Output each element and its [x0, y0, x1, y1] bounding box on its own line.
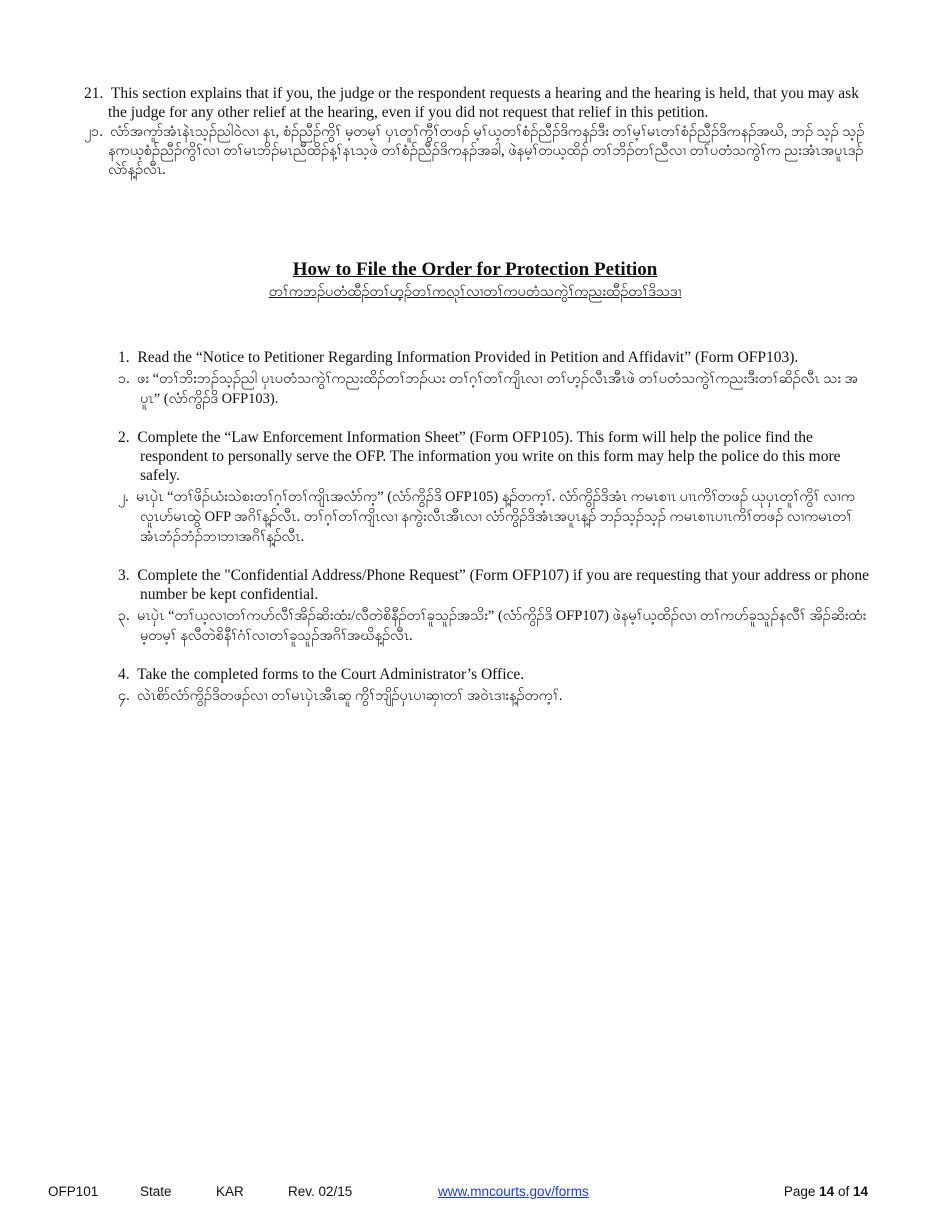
step-number: 3. [118, 567, 130, 584]
footer-form-id: OFP101 [48, 1184, 99, 1199]
footer-language: KAR [216, 1184, 244, 1199]
item-number: 21. [84, 85, 104, 102]
page-of: of [837, 1184, 850, 1199]
step-text: မၤပှဲၤ “တၢ်ယ့လၢတၢ်ကဟ်လီၢ်အိၣ်ဆိးထံး/လီတဲစိနီၣ်တၢ်ခူသူၣ်အသိး” (လံာ်ကွိၣ်ဒိ OFP107) ဖဲနမ့ၢ်ယ့ထိၣ်လၢ တၢ်ကဟ်ခူသူၣ်နလီၢ် အိၣ်ဆိးထံး မ့တမ့ၢ် နလီတဲစိနီၢ်ဂံၢ်လၢတၢ်ခူသူၣ်အဂိၢ်အဃိန့ၣ်လီၤ. [137, 608, 867, 644]
steps-list [118, 348, 870, 725]
step-text: ဖး “တၢ်ဘိးဘၣ်သ့ၣ်ညါ ပှၤပတံသကွဲၢ်ကညးထိၣ်တၢ်ဘၣ်ယး တၢ်ဂ့ၢ်တၢ်ကျိၤလၢ တၢ်ဟ့ၣ်လီၤအီၤဖဲ တၢ်ပတံသကွဲၢ်ကညးဒီးတၢ်ဆိၣ်လီၤ သး အပူၤ” (လံာ်ကွိၣ်ဒိ OFP103). [137, 371, 858, 407]
item-text: This section explains that if you, the judge or the respondent requests a hearing and the hearing is held, that you may ask the judge for any other relief at the hearing, even if you did not request that relief in this petition. [108, 85, 859, 121]
heading-english: How to File the Order for Protection Petition [292, 259, 658, 280]
step-text: Take the completed forms to the Court Administrator’s Office. [137, 666, 525, 683]
step-item [118, 665, 870, 706]
step-english [118, 428, 870, 485]
step-english [118, 665, 870, 684]
heading-karen: တၢ်ကဘၣ်ပတံထီၣ်တၢ်ဟ့ၣ်တၢ်ကလုၢ်လၢတၢ်ကပတံသကွဲၢ်ကညးထီၣ်တၢ်ဒိသဒၢ [268, 284, 682, 300]
item-21 [84, 84, 874, 180]
page-current: 14 [819, 1184, 835, 1199]
page-footer [48, 1184, 868, 1204]
step-english [118, 348, 870, 367]
step-text: လဲၤစိာ်လံာ်ကွိၣ်ဒိတဖၣ်လၢ တၢ်မၤပှဲၤအီၤဆူ ကွိၢ်ဘျိၣ်ပှၤပၢဆှၢတၢ် အဝဲၤဒၢးန့ၣ်တက့ၢ်. [137, 688, 563, 704]
item-number: ၂၁. [84, 124, 103, 140]
step-number: ၂. [118, 489, 129, 505]
step-karen [118, 606, 870, 646]
step-item [118, 566, 870, 646]
section-heading [0, 258, 950, 302]
step-number: ၄. [118, 688, 130, 704]
step-item [118, 348, 870, 409]
page-total: 14 [852, 1184, 868, 1199]
item-21-karen [84, 123, 874, 180]
step-text: Complete the "Confidential Address/Phone Request” (Form OFP107) if you are requesting that your address or phone number be kept confidential. [137, 567, 870, 603]
step-text: Read the “Notice to Petitioner Regarding Information Provided in Petition and Affidavit” (Form OFP103). [137, 349, 799, 366]
step-text: မၤပှဲၤ “တၢ်ဖိၣ်ယံးသဲစးတၢ်ဂ့ၢ်တၢ်ကျိၤအလံာ်က့” (လံာ်ကွိၣ်ဒိ OFP105) န့ၣ်တက့ၢ်. လံာ်ကွိၣ်ဒိအံၤ ကမၤစၢၤ ပၢၤကိၢ်တဖၣ် ယုပှၤတူၢ်ကွိၢ် လၢကလူၤဟ်မၤထွဲ OFP အဂိၢ်န့ၣ်လီၤ. တၢ်ဂ့ၢ်တၢ်ကျိၤလၢ နကွဲးလီၤအီၤလၢ လံာ်ကွိၣ်ဒိအံၤအပူၤန့ၣ် ဘၣ်သ့ၣ်သ့ၣ် ကမၤစၢၤပၢၤကိၢ်တဖၣ် လၢကမၤတၢ်အံၤဘံၣ်ဘံၣ်ဘၢဘၢအဂိၢ်န့ၣ်လီၤ. [136, 489, 855, 545]
step-number: ၃. [118, 608, 130, 624]
step-karen [118, 369, 870, 409]
item-text: လံာ်အကူာ်အံၤနဲၤသ့ၣ်ညါဝဲလၢ နၤ, စံၣ်ညီၣ်ကွိၢ် မ့တမ့ၢ် ပှၤတူၢ်ကွီၢ်တဖၣ် မ့ၢ်ယ့တၢ်စံၣ်ညီၣ်ဒိကနၣ်ဒီး တၢ်မ့ၢ်မၤတၢ်စံၣ်ညီၣ်ဒိကနၣ်အဃိ, ဘၣ် သ့ၣ် သ့ၣ် နကယ့စံၣ်ညီၣ်ကွိၢ်လၢ တၢ်မၤဘိၣ်မၤညီထိၣ်န့ၢ်နၤသ့ဖဲ တၢ်စံၣ်ညီၣ်ဒိကနၣ်အခါ, ဖဲနမ့ၢ်တယ့ထိၣ် တၢ်ဘိၣ်တၢ်ညီလၢ တၢ်ပတံသကွဲၢ်က ညးအံၤအပူၤဒၣ်လဲာ်န့ၣ်လီၤ. [108, 124, 865, 178]
footer-state: State [140, 1184, 172, 1199]
step-item [118, 428, 870, 547]
step-karen [118, 686, 870, 706]
footer-page-number [784, 1184, 868, 1199]
step-text: Complete the “Law Enforcement Information Sheet” (Form OFP105). This form will help the police find the respondent to personally serve the OFP. The information you write on this form may help the police do this more safely. [137, 429, 841, 484]
step-english [118, 566, 870, 604]
step-karen [118, 487, 870, 547]
step-number: 4. [118, 666, 130, 683]
step-number: ၁. [118, 371, 130, 387]
footer-forms-link[interactable]: www.mncourts.gov/forms [438, 1184, 589, 1199]
item-21-english [84, 84, 874, 122]
step-number: 1. [118, 349, 130, 366]
page-word: Page [783, 1184, 816, 1199]
footer-revision: Rev. 02/15 [288, 1184, 353, 1199]
step-number: 2. [118, 429, 130, 446]
